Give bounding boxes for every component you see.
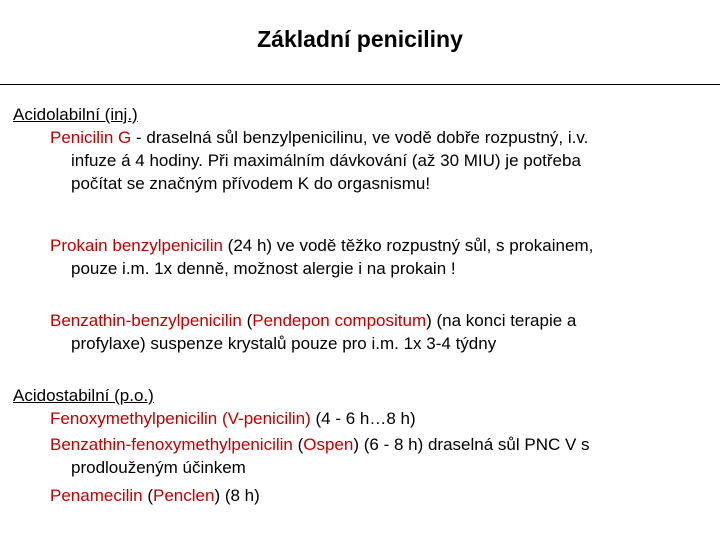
title-divider — [0, 84, 720, 85]
brand-name-penclen: Penclen — [153, 486, 215, 505]
list-item-benzathin-benzylpenicilin — [50, 309, 700, 355]
drug-name-penamecilin: Penamecilin — [50, 486, 143, 505]
item-text: (24 h) ve vodě těžko rozpustný sůl, s prokainem, — [222, 236, 594, 255]
item-text: ) (na konci terapie a — [426, 311, 577, 330]
drug-name-benzathin-benzylpenicilin: Benzathin-benzylpenicilin — [50, 311, 242, 330]
list-item-prokain-benzylpenicilin — [50, 234, 700, 280]
drug-name-fenoxymethylpenicilin: Fenoxymethylpenicilin (V-penicilin) — [50, 409, 311, 428]
item-text-continuation: pouze i.m. 1x denně, možnost alergie i na prokain ! — [71, 259, 456, 278]
item-text: ) (8 h) — [214, 486, 260, 505]
item-text: - draselná sůl benzylpenicilinu, ve vodě dobře rozpustný, i.v. — [131, 128, 589, 147]
item-text-continuation: profylaxe) suspenze krystalů pouze pro i.m. 1x 3-4 týdny — [71, 334, 497, 353]
list-item-fenoxymethylpenicilin — [50, 407, 700, 430]
brand-name-pendepon: Pendepon compositum — [252, 311, 427, 330]
drug-name-penicilin-g: Penicilin G — [50, 128, 132, 147]
drug-name-benzathin-fenoxymethylpenicilin: Benzathin-fenoxymethylpenicilin — [50, 435, 293, 454]
item-text: ) (6 - 8 h) draselná sůl PNC V s — [353, 435, 590, 454]
section-heading-acidostabile: Acidostabilní (p.o.) — [13, 386, 154, 405]
page-title: Základní peniciliny — [257, 26, 463, 52]
list-item-penicilin-g — [50, 126, 700, 195]
item-text-continuation: prodlouženým účinkem — [71, 458, 246, 477]
section-heading-acidolabile: Acidolabilní (inj.) — [13, 105, 138, 124]
item-text-continuation: infuze á 4 hodiny. Při maximálním dávkování (až 30 MIU) je potřeba — [71, 151, 581, 170]
item-text: ( — [292, 435, 304, 454]
list-item-penamecilin — [50, 484, 700, 507]
item-text: ( — [241, 311, 253, 330]
list-item-benzathin-fenoxymethylpenicilin — [50, 433, 700, 479]
drug-name-prokain-benzylpenicilin: Prokain benzylpenicilin — [50, 236, 223, 255]
item-text: (4 - 6 h…8 h) — [310, 409, 416, 428]
brand-name-ospen: Ospen — [303, 435, 354, 454]
item-text-continuation: počítat se značným přívodem K do orgasnismu! — [71, 174, 431, 193]
item-text: ( — [142, 486, 153, 505]
